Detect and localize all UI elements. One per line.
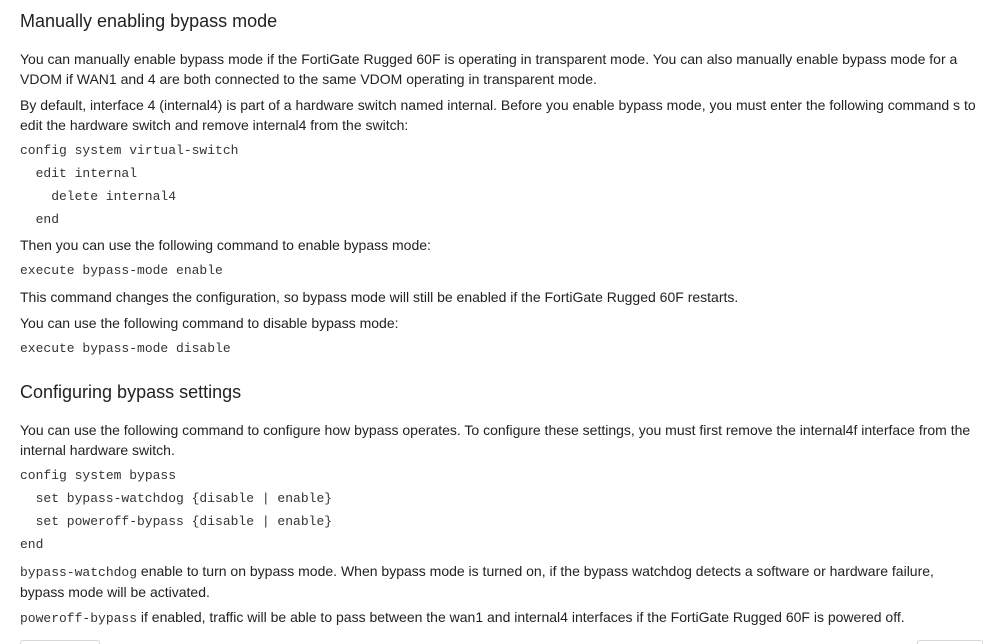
section-heading-configure-bypass: Configuring bypass settings <box>20 382 242 402</box>
inline-code-watchdog: bypass-watchdog <box>20 565 138 580</box>
code-line: edit internal <box>35 166 138 181</box>
paragraph-intro: You can manually enable bypass mode if the FortiGate Rugged 60F is operating in transparent mode. You can also manually enable bypass mode for a VDOM if WAN1 and 4 are both connected to the same VDOM operating in transparent mode. <box>20 51 958 87</box>
paragraph-configure-intro: You can use the following command to configure how bypass operates. To configure these settings, you must first remove the internal4f interface from the internal hardware switch. <box>20 422 971 458</box>
paragraph-disable-intro: You can use the following command to disable bypass mode: <box>20 315 399 331</box>
inline-code-poweroff: poweroff-bypass <box>20 611 138 626</box>
watchdog-description: enable to turn on bypass mode. When bypass mode is turned on, if the bypass watchdog detects a software or hardware failure, bypass mode will be activated. <box>20 563 934 600</box>
paragraph-config-change: This command changes the configuration, so bypass mode will still be enabled if the FortiGate Rugged 60F restarts. <box>20 289 739 305</box>
code-line: set bypass-watchdog {disable | enable} <box>35 491 333 506</box>
paragraph-enable-intro: Then you can use the following command to enable bypass mode: <box>20 237 431 253</box>
code-enable-bypass: execute bypass-mode enable <box>20 263 223 278</box>
section-heading-manual-bypass: Manually enabling bypass mode <box>20 11 278 31</box>
next-page-button[interactable] <box>917 640 983 644</box>
code-block-system-bypass <box>20 464 332 556</box>
code-disable-bypass: execute bypass-mode disable <box>20 341 231 356</box>
code-line: end <box>35 212 59 227</box>
code-line: config system bypass <box>20 468 177 483</box>
paragraph-poweroff <box>20 608 982 629</box>
code-line: config system virtual-switch <box>20 143 239 158</box>
previous-page-button[interactable] <box>20 640 100 644</box>
paragraph-watchdog <box>20 562 982 602</box>
code-block-virtual-switch <box>20 139 238 231</box>
poweroff-description: if enabled, traffic will be able to pass between the wan1 and internal4 interfaces if the FortiGate Rugged 60F is powered off. <box>137 609 905 625</box>
paragraph-default-interface: By default, interface 4 (internal4) is part of a hardware switch named internal. Before you enable bypass mode, you must enter the following command s to edit the hardware switch and remove internal4 from the switch: <box>20 97 976 133</box>
code-line: end <box>20 537 44 552</box>
code-line: delete internal4 <box>51 189 177 204</box>
code-line: set poweroff-bypass {disable | enable} <box>35 514 333 529</box>
